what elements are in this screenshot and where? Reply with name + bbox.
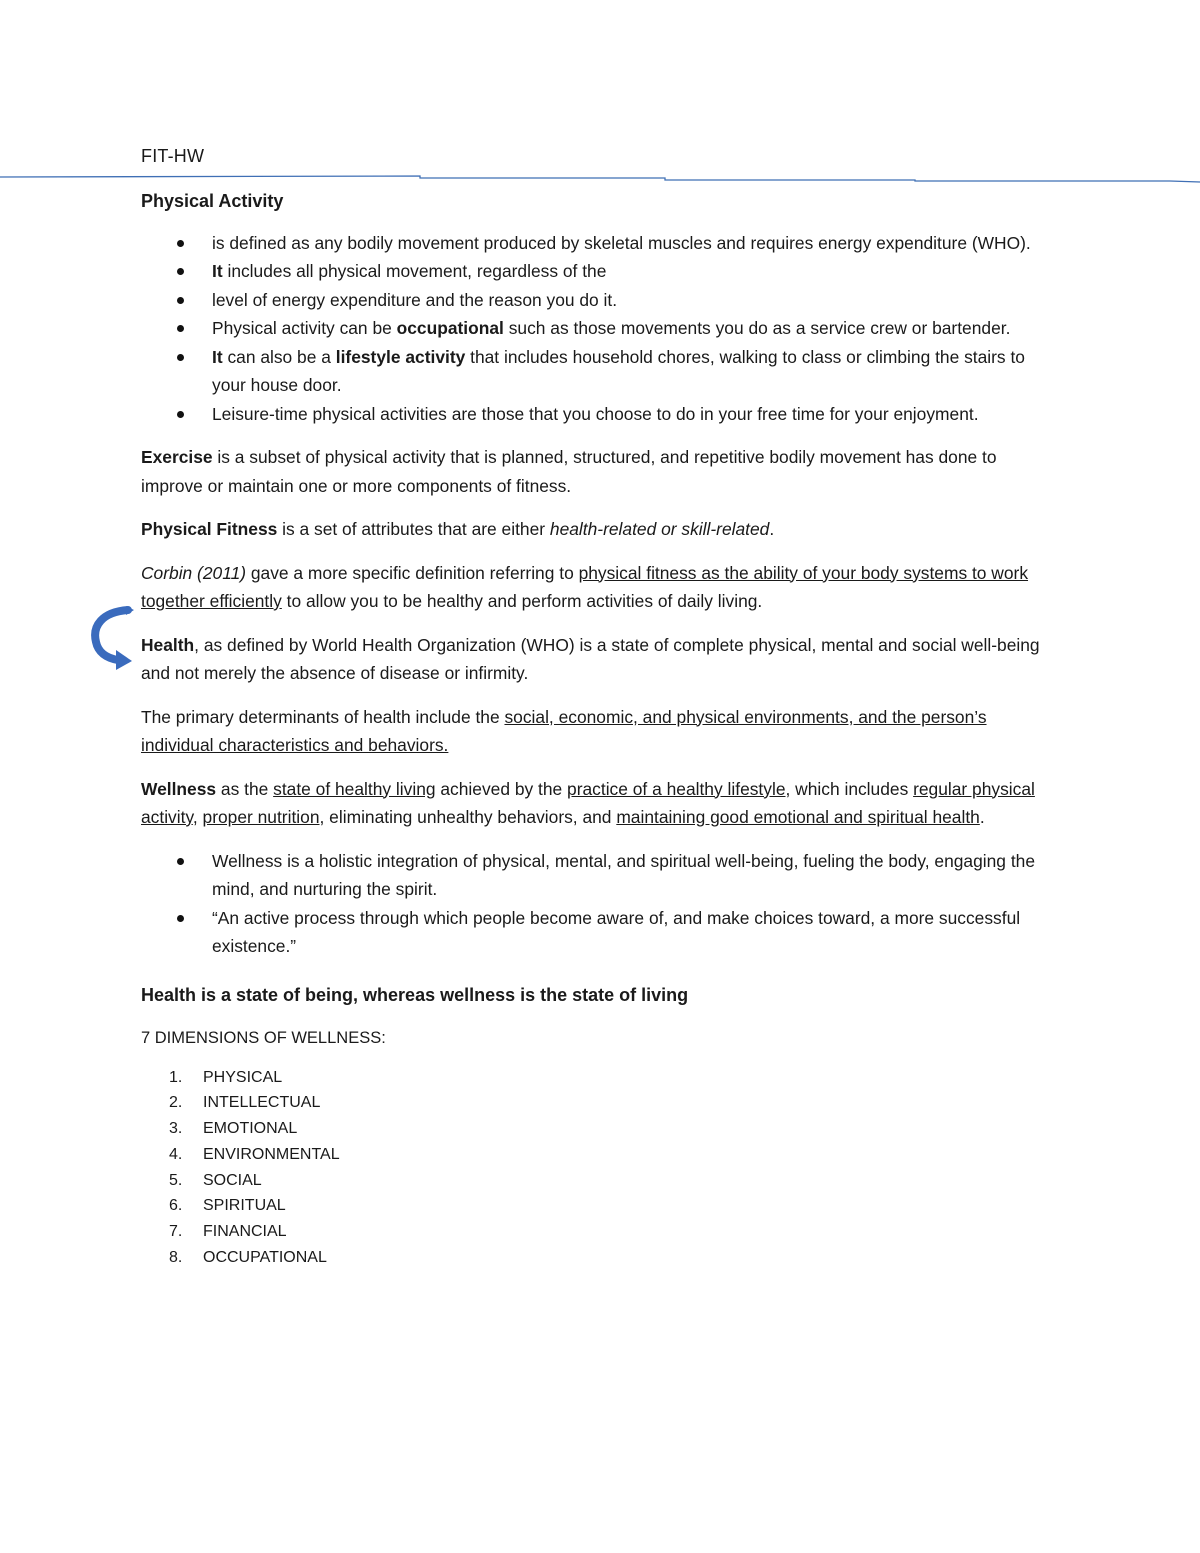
exercise-paragraph (141, 443, 1056, 500)
list-number: 4. (169, 1145, 183, 1163)
fitness-text: is a set of attributes that are either (277, 519, 550, 539)
fitness-italic: health-related or skill-related (549, 519, 770, 539)
corbin-text-end: to allow you to be healthy and perform activities of daily living. (281, 591, 763, 611)
list-item (141, 400, 1056, 429)
wellness-underline: maintaining good emotional and spiritual health (616, 807, 980, 827)
bullet-text: is defined as any bodily movement produced by skeletal muscles and requires energy expenditure (WHO). (212, 232, 1031, 253)
physical-fitness-paragraph (141, 515, 1056, 544)
fitness-end: . (769, 519, 775, 539)
dimension-label: SOCIAL (203, 1171, 262, 1189)
wellness-list (141, 847, 1056, 961)
bullet-text: Physical activity can be (212, 318, 397, 338)
health-text: , as defined by World Health Organization (WHO) is a state of complete physical, mental and social well-being and not merely the absence of disease or infirmity. (141, 634, 1040, 683)
wellness-underline: regular physical activity (141, 778, 1035, 827)
list-item (141, 343, 1056, 400)
bullet-text: “An active process through which people become aware of, and make choices toward, a more successful existence.” (212, 907, 1021, 956)
physical-activity-heading: Physical Activity (141, 191, 284, 211)
document-body (141, 187, 1056, 1271)
list-item (141, 847, 1056, 904)
list-number: 6. (169, 1197, 183, 1215)
bullet-text: Leisure-time physical activities are those that you choose to do in your free time for your enjoyment. (212, 403, 979, 424)
occupational-term: occupational (396, 318, 504, 338)
bullet-bold-text: It (212, 261, 223, 281)
list-item (141, 286, 1056, 315)
lifestyle-activity-term: lifestyle activity (335, 346, 466, 367)
list-item (141, 1168, 1056, 1194)
list-number: 8. (169, 1249, 183, 1267)
page-header-title: FIT-HW (141, 146, 205, 166)
list-number: 5. (169, 1171, 183, 1189)
list-item (141, 229, 1056, 258)
bullet-text: Wellness is a holistic integration of physical, mental, and spiritual well-being, fueling the body, engaging the mind, and nurturing the spirit. (212, 850, 1035, 899)
list-number: 1. (169, 1068, 183, 1086)
wellness-text: , eliminating unhealthy behaviors, and (319, 807, 617, 827)
list-item (141, 1193, 1056, 1219)
determinants-underline: social, economic, and physical environments, and the person’s individual characteristics and behaviors. (141, 706, 987, 755)
wellness-text: . (979, 807, 985, 827)
physical-fitness-term: Physical Fitness (141, 519, 278, 539)
exercise-text: is a subset of physical activity that is planned, structured, and repetitive bodily movement has done to improve or maintain one or more components of fitness. (141, 447, 997, 496)
dimension-label: SPIRITUAL (203, 1197, 286, 1215)
bullet-text: level of energy expenditure and the reason you do it. (212, 289, 618, 310)
corbin-citation: Corbin (2011) (141, 562, 247, 583)
dimensions-title: 7 DIMENSIONS OF WELLNESS: (141, 1029, 386, 1047)
dimension-label: INTELLECTUAL (203, 1094, 321, 1112)
list-item (141, 1090, 1056, 1116)
exercise-term: Exercise (141, 447, 213, 467)
dimension-label: OCCUPATIONAL (203, 1249, 327, 1267)
wellness-underline: state of healthy living (273, 778, 436, 799)
dimension-label: ENVIRONMENTAL (203, 1145, 340, 1163)
corbin-paragraph (141, 559, 1056, 616)
curved-arrow-icon (88, 604, 136, 672)
determinants-text: The primary determinants of health include the (141, 706, 505, 727)
corbin-underline: physical fitness as the ability of your body systems to work together efficiently (141, 562, 1029, 611)
dimensions-list (141, 1065, 1056, 1271)
list-item (141, 314, 1056, 343)
wellness-text: , (192, 807, 203, 827)
health-wellness-statement: Health is a state of being, whereas wellness is the state of living (141, 984, 689, 1005)
bullet-text: includes all physical movement, regardless of the (222, 261, 607, 281)
bullet-text: such as those movements you do as a service crew or bartender. (503, 318, 1011, 338)
bullet-text: can also be a (222, 346, 336, 367)
list-item (141, 1065, 1056, 1091)
list-item (141, 1219, 1056, 1245)
wellness-underline: proper nutrition (202, 807, 320, 827)
health-term: Health (141, 634, 195, 655)
list-number: 7. (169, 1223, 183, 1241)
list-item (141, 1245, 1056, 1271)
bullet-text: that includes household chores, walking to class or climbing the stairs to your house door. (212, 346, 1025, 395)
corbin-text: gave a more specific definition referring to (246, 562, 579, 583)
list-number: 2. (169, 1094, 183, 1112)
wellness-underline: practice of a healthy lifestyle (567, 778, 786, 799)
header-rule (0, 174, 1200, 184)
wellness-text: as the (216, 778, 274, 799)
wellness-text: , which includes (785, 778, 914, 799)
list-item (141, 1142, 1056, 1168)
wellness-text: achieved by the (435, 778, 568, 799)
list-item (141, 904, 1056, 961)
list-item (141, 257, 1056, 286)
bullet-bold-text: It (212, 346, 223, 367)
list-number: 3. (169, 1120, 183, 1138)
wellness-term: Wellness (141, 778, 217, 799)
determinants-paragraph (141, 703, 1056, 760)
dimension-label: PHYSICAL (203, 1068, 283, 1086)
physical-activity-list (141, 229, 1056, 429)
dimension-label: FINANCIAL (203, 1223, 287, 1241)
list-item (141, 1116, 1056, 1142)
dimension-label: EMOTIONAL (203, 1120, 298, 1138)
wellness-paragraph (141, 775, 1056, 832)
health-paragraph (141, 631, 1056, 688)
